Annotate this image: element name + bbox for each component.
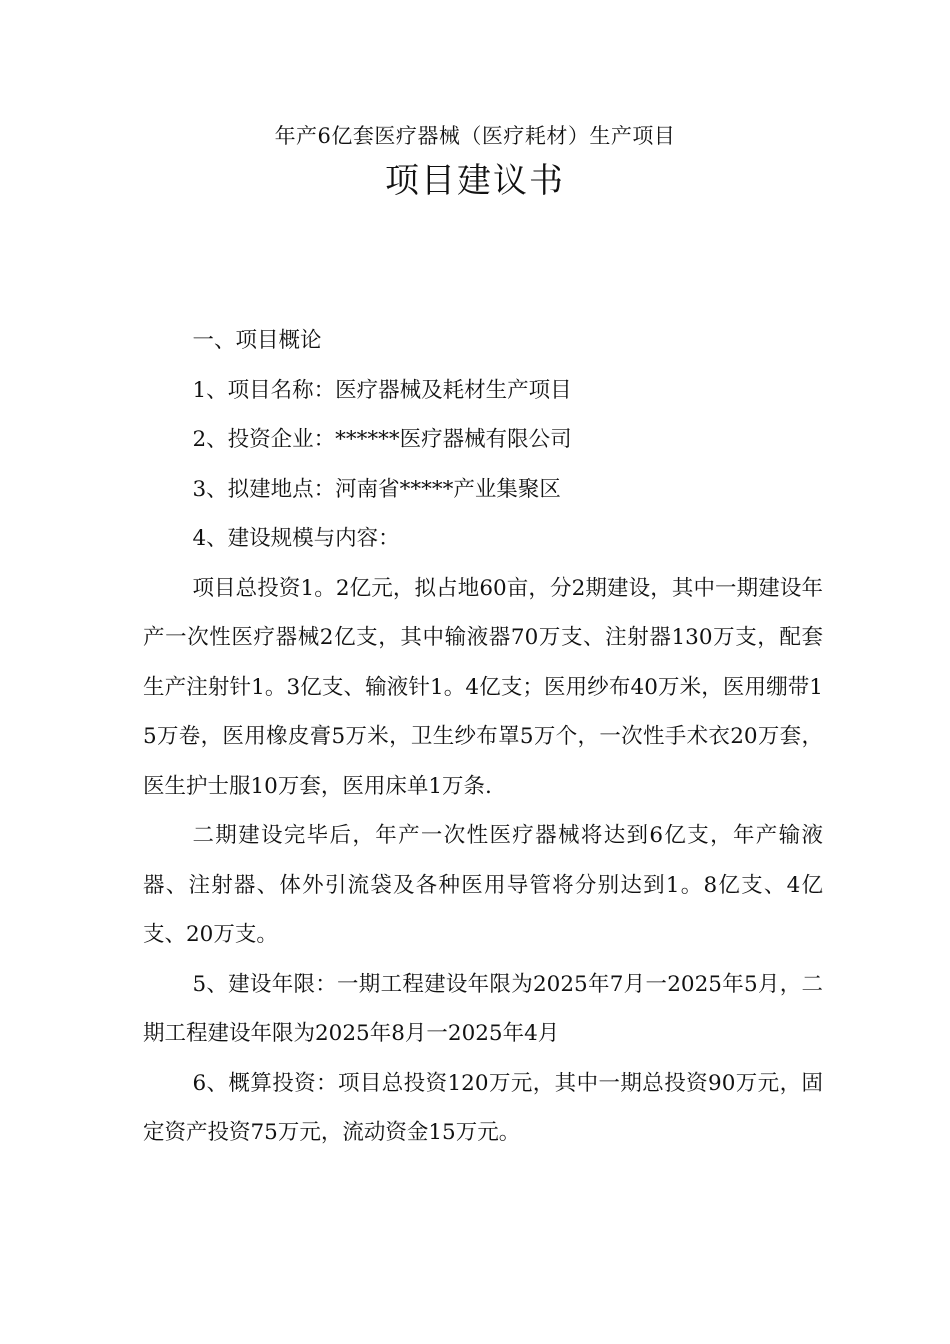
phase-one-paragraph: 项目总投资1。2亿元，拟占地60亩，分2期建设，其中一期建设年产一次性医疗器械2亿支，其中输液器70万支、注射器130万支，配套生产注射针1。3亿支、输液针1。4亿支；医用纱布40万米，医用绷带15万卷，医用橡皮膏5万米，卫生纱布罩5万个，一次性手术衣20万套，医生护士服10万套，医用床单1万条. (143, 575, 823, 799)
scale-heading: 4、建设规模与内容： (192, 526, 400, 551)
construction-period-paragraph: 5、建设年限：一期工程建设年限为2025年7月一2025年5月，二期工程建设年限为2025年8月一2025年4月 (143, 971, 823, 1046)
section-heading-overview: 一、项目概论 (192, 328, 322, 353)
investment-estimate-paragraph: 6、概算投资：项目总投资120万元，其中一期总投资90万元，固定资产投资75万元，流动资金15万元。 (143, 1070, 823, 1145)
document-body (143, 316, 823, 1158)
document-title: 项目建议书 (385, 161, 565, 201)
location-line: 3、拟建地点：河南省*****产业集聚区 (192, 476, 561, 502)
project-name-line: 1、项目名称：医疗器械及耗材生产项目 (192, 377, 572, 403)
phase-two-paragraph: 二期建设完毕后，年产一次性医疗器械将达到6亿支，年产输液器、注射器、体外引流袋及各种医用导管将分别达到1。8亿支、4亿支、20万支。 (143, 823, 823, 947)
document-subtitle: 年产6亿套医疗器械（医疗耗材）生产项目 (274, 124, 676, 148)
investor-line: 2、投资企业：******医疗器械有限公司 (192, 427, 572, 452)
